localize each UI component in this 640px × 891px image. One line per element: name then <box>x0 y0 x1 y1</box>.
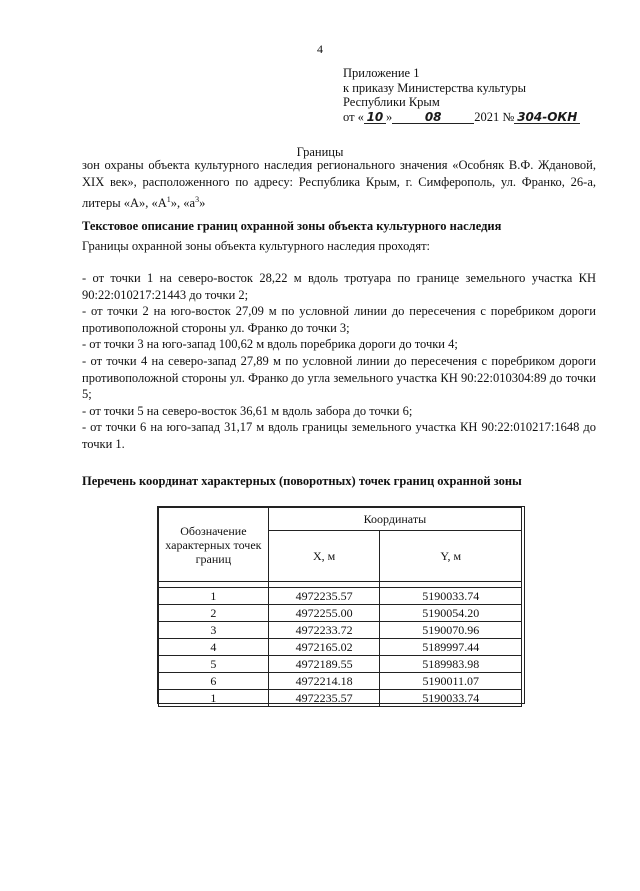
table-row <box>159 622 522 639</box>
boundary-item-5: - от точки 5 на северо-восток 36,61 м вдоль забора до точки 6; <box>82 403 413 418</box>
cell-point: 4 <box>159 639 269 656</box>
cell-x: 4972235.57 <box>268 690 380 707</box>
cell-y: 5189997.44 <box>380 639 522 656</box>
appendix-date-line <box>343 110 580 125</box>
table-row <box>159 639 522 656</box>
description-heading: Текстовое описание границ охранной зоны объекта культурного наследия <box>82 219 502 233</box>
handwritten-day: 10 <box>364 111 386 124</box>
boundary-item-1: - от точки 1 на северо-восток 28,22 м вдоль тротуара по границе земельного участка КН 90:22:010217:21443 до точки 2; <box>82 271 596 302</box>
cell-x: 4972214.18 <box>268 673 380 690</box>
boundary-item-6: - от точки 6 на юго-запад 31,17 м вдоль границы земельного участка КН 90:22:010217:1648 до точки 1. <box>82 420 596 451</box>
cell-point: 1 <box>159 690 269 707</box>
table-row <box>159 673 522 690</box>
zone-sup-1: 1 <box>166 195 171 204</box>
table-row <box>159 605 522 622</box>
cell-x: 4972255.00 <box>268 605 380 622</box>
cell-y: 5190033.74 <box>380 588 522 605</box>
cell-x: 4972189.55 <box>268 656 380 673</box>
cell-y: 5189983.98 <box>380 656 522 673</box>
table-row <box>159 690 522 707</box>
document-title: Границы <box>296 145 344 159</box>
cell-y: 5190033.74 <box>380 690 522 707</box>
table-row <box>159 588 522 605</box>
cell-point: 3 <box>159 622 269 639</box>
page-number: 4 <box>317 42 323 56</box>
zone-text-mid: », «а <box>170 196 196 211</box>
date-prefix: от « <box>343 109 364 124</box>
handwritten-order-number: 304-ОКН <box>514 111 580 124</box>
cell-point: 2 <box>159 605 269 622</box>
zone-sup-3: 3 <box>195 195 200 204</box>
table-row <box>159 656 522 673</box>
zone-text-end: » <box>199 196 206 211</box>
cell-x: 4972235.57 <box>268 588 380 605</box>
header-y: Y, м <box>380 531 522 582</box>
header-coordinates: Координаты <box>268 508 521 531</box>
coordinates-table <box>158 507 522 707</box>
appendix-line-2: к приказу Министерства культуры <box>343 80 526 95</box>
header-point: Обозначение характерных точек границ <box>159 508 269 582</box>
appendix-line-1: Приложение 1 <box>343 66 420 80</box>
zone-description <box>82 157 596 212</box>
boundary-intro: Границы охранной зоны объекта культурного наследия проходят: <box>82 239 430 253</box>
handwritten-month: 08 <box>392 111 474 124</box>
cell-y: 5190011.07 <box>380 673 522 690</box>
boundary-item-4: - от точки 4 на северо-запад 27,89 м по условной линии до пересечения с поребриком дороги противоположной стороны ул. Франко до угла земельного участка КН 90:22:010304:89 до точки 5; <box>82 353 596 402</box>
boundary-item-2: - от точки 2 на юго-восток 27,09 м по условной линии до пересечения с поребриком дороги противоположной стороны ул. Франко до точки 3; <box>82 304 596 335</box>
appendix-line-3: Республики Крым <box>343 95 440 109</box>
cell-x: 4972165.02 <box>268 639 380 656</box>
cell-y: 5190070.96 <box>380 622 522 639</box>
date-mid: » <box>385 109 393 124</box>
cell-point: 6 <box>159 673 269 690</box>
zone-text: зон охраны объекта культурного наследия регионального значения «Особняк В.Ф. Ждановой, XIX век», расположенного по адресу: Республика Крым, г. Симферополь, ул. Франко, 26-а, литеры «А», «А <box>82 158 596 211</box>
date-year-number: 2021 № <box>474 109 515 124</box>
cell-point: 5 <box>159 656 269 673</box>
boundary-list <box>82 270 596 453</box>
appendix-block <box>343 66 580 124</box>
cell-point: 1 <box>159 588 269 605</box>
cell-y: 5190054.20 <box>380 605 522 622</box>
cell-x: 4972233.72 <box>268 622 380 639</box>
table-header-row-1 <box>159 508 522 531</box>
coordinates-heading: Перечень координат характерных (поворотных) точек границ охранной зоны <box>82 474 522 488</box>
boundary-item-3: - от точки 3 на юго-запад 100,62 м вдоль поребрика дороги до точки 4; <box>82 337 458 352</box>
header-x: X, м <box>268 531 380 582</box>
